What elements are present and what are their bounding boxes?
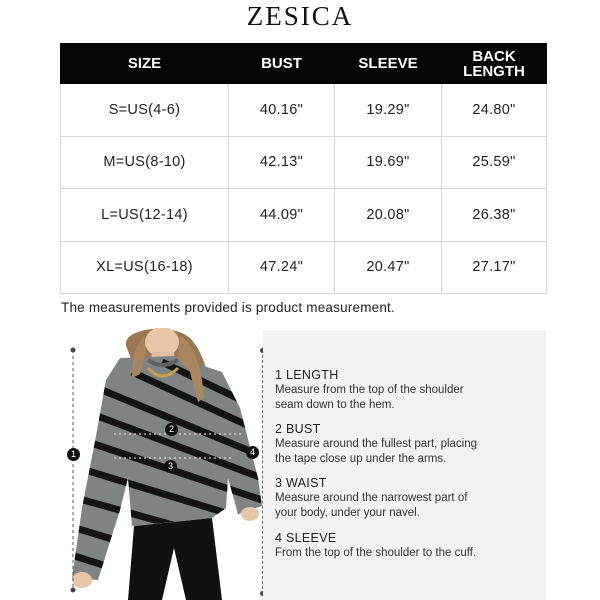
marker-4: 4 — [246, 446, 259, 459]
measurement-note: The measurements provided is product measurement. — [61, 300, 395, 315]
cell-bust: 47.24" — [229, 241, 335, 294]
guide-bust-title: 2 BUST — [275, 422, 321, 436]
cell-bust: 40.16" — [229, 84, 335, 137]
cell-sleeve: 19.29" — [335, 84, 442, 137]
cell-sleeve: 20.47" — [335, 241, 442, 294]
size-chart-table — [60, 43, 547, 294]
guide-sleeve-title: 4 SLEEVE — [275, 531, 337, 545]
marker-3: 3 — [164, 460, 177, 473]
cell-size: L=US(12-14) — [61, 189, 229, 242]
cell-back-length: 26.38" — [442, 189, 547, 242]
table-row — [61, 189, 547, 242]
cell-size: S=US(4-6) — [61, 84, 229, 137]
model-photo — [62, 328, 262, 600]
guide-bust-desc: Measure around the fullest part, placing the tape close up under the arms. — [275, 438, 478, 465]
brand-logo: ZESICA — [246, 1, 354, 31]
table-row — [61, 84, 547, 137]
cell-size: M=US(8-10) — [61, 136, 229, 189]
guide-length-title: 1 LENGTH — [275, 368, 339, 382]
cell-back-length: 25.59" — [442, 136, 547, 189]
table-header-row — [61, 44, 547, 84]
marker-1: 1 — [67, 448, 80, 461]
header-back-length: BACK LENGTH — [442, 44, 547, 84]
guide-length — [275, 368, 540, 412]
table-row — [61, 241, 547, 294]
cell-back-length: 24.80" — [442, 84, 547, 137]
cell-back-length: 27.17" — [442, 241, 547, 294]
header-bust: BUST — [229, 44, 335, 84]
header-size: SIZE — [61, 44, 229, 84]
cell-size: XL=US(16-18) — [61, 241, 229, 294]
cell-bust: 42.13" — [229, 136, 335, 189]
guide-waist-desc: Measure around the narrowest part of your body, under your navel. — [275, 492, 468, 519]
marker-2: 2 — [165, 423, 178, 436]
table-row — [61, 136, 547, 189]
measurement-guide-panel — [263, 330, 546, 600]
guide-waist-title: 3 WAIST — [275, 476, 327, 490]
cell-bust: 44.09" — [229, 189, 335, 242]
guide-length-desc: Measure from the top of the shoulder seam down to the hem. — [275, 384, 464, 411]
cell-sleeve: 19.69" — [335, 136, 442, 189]
guide-sleeve — [275, 531, 540, 561]
guide-waist — [275, 476, 540, 520]
guide-sleeve-desc: From the top of the shoulder to the cuff. — [275, 547, 477, 559]
cell-sleeve: 20.08" — [335, 189, 442, 242]
guide-bust — [275, 422, 540, 466]
header-sleeve: SLEEVE — [335, 44, 442, 84]
